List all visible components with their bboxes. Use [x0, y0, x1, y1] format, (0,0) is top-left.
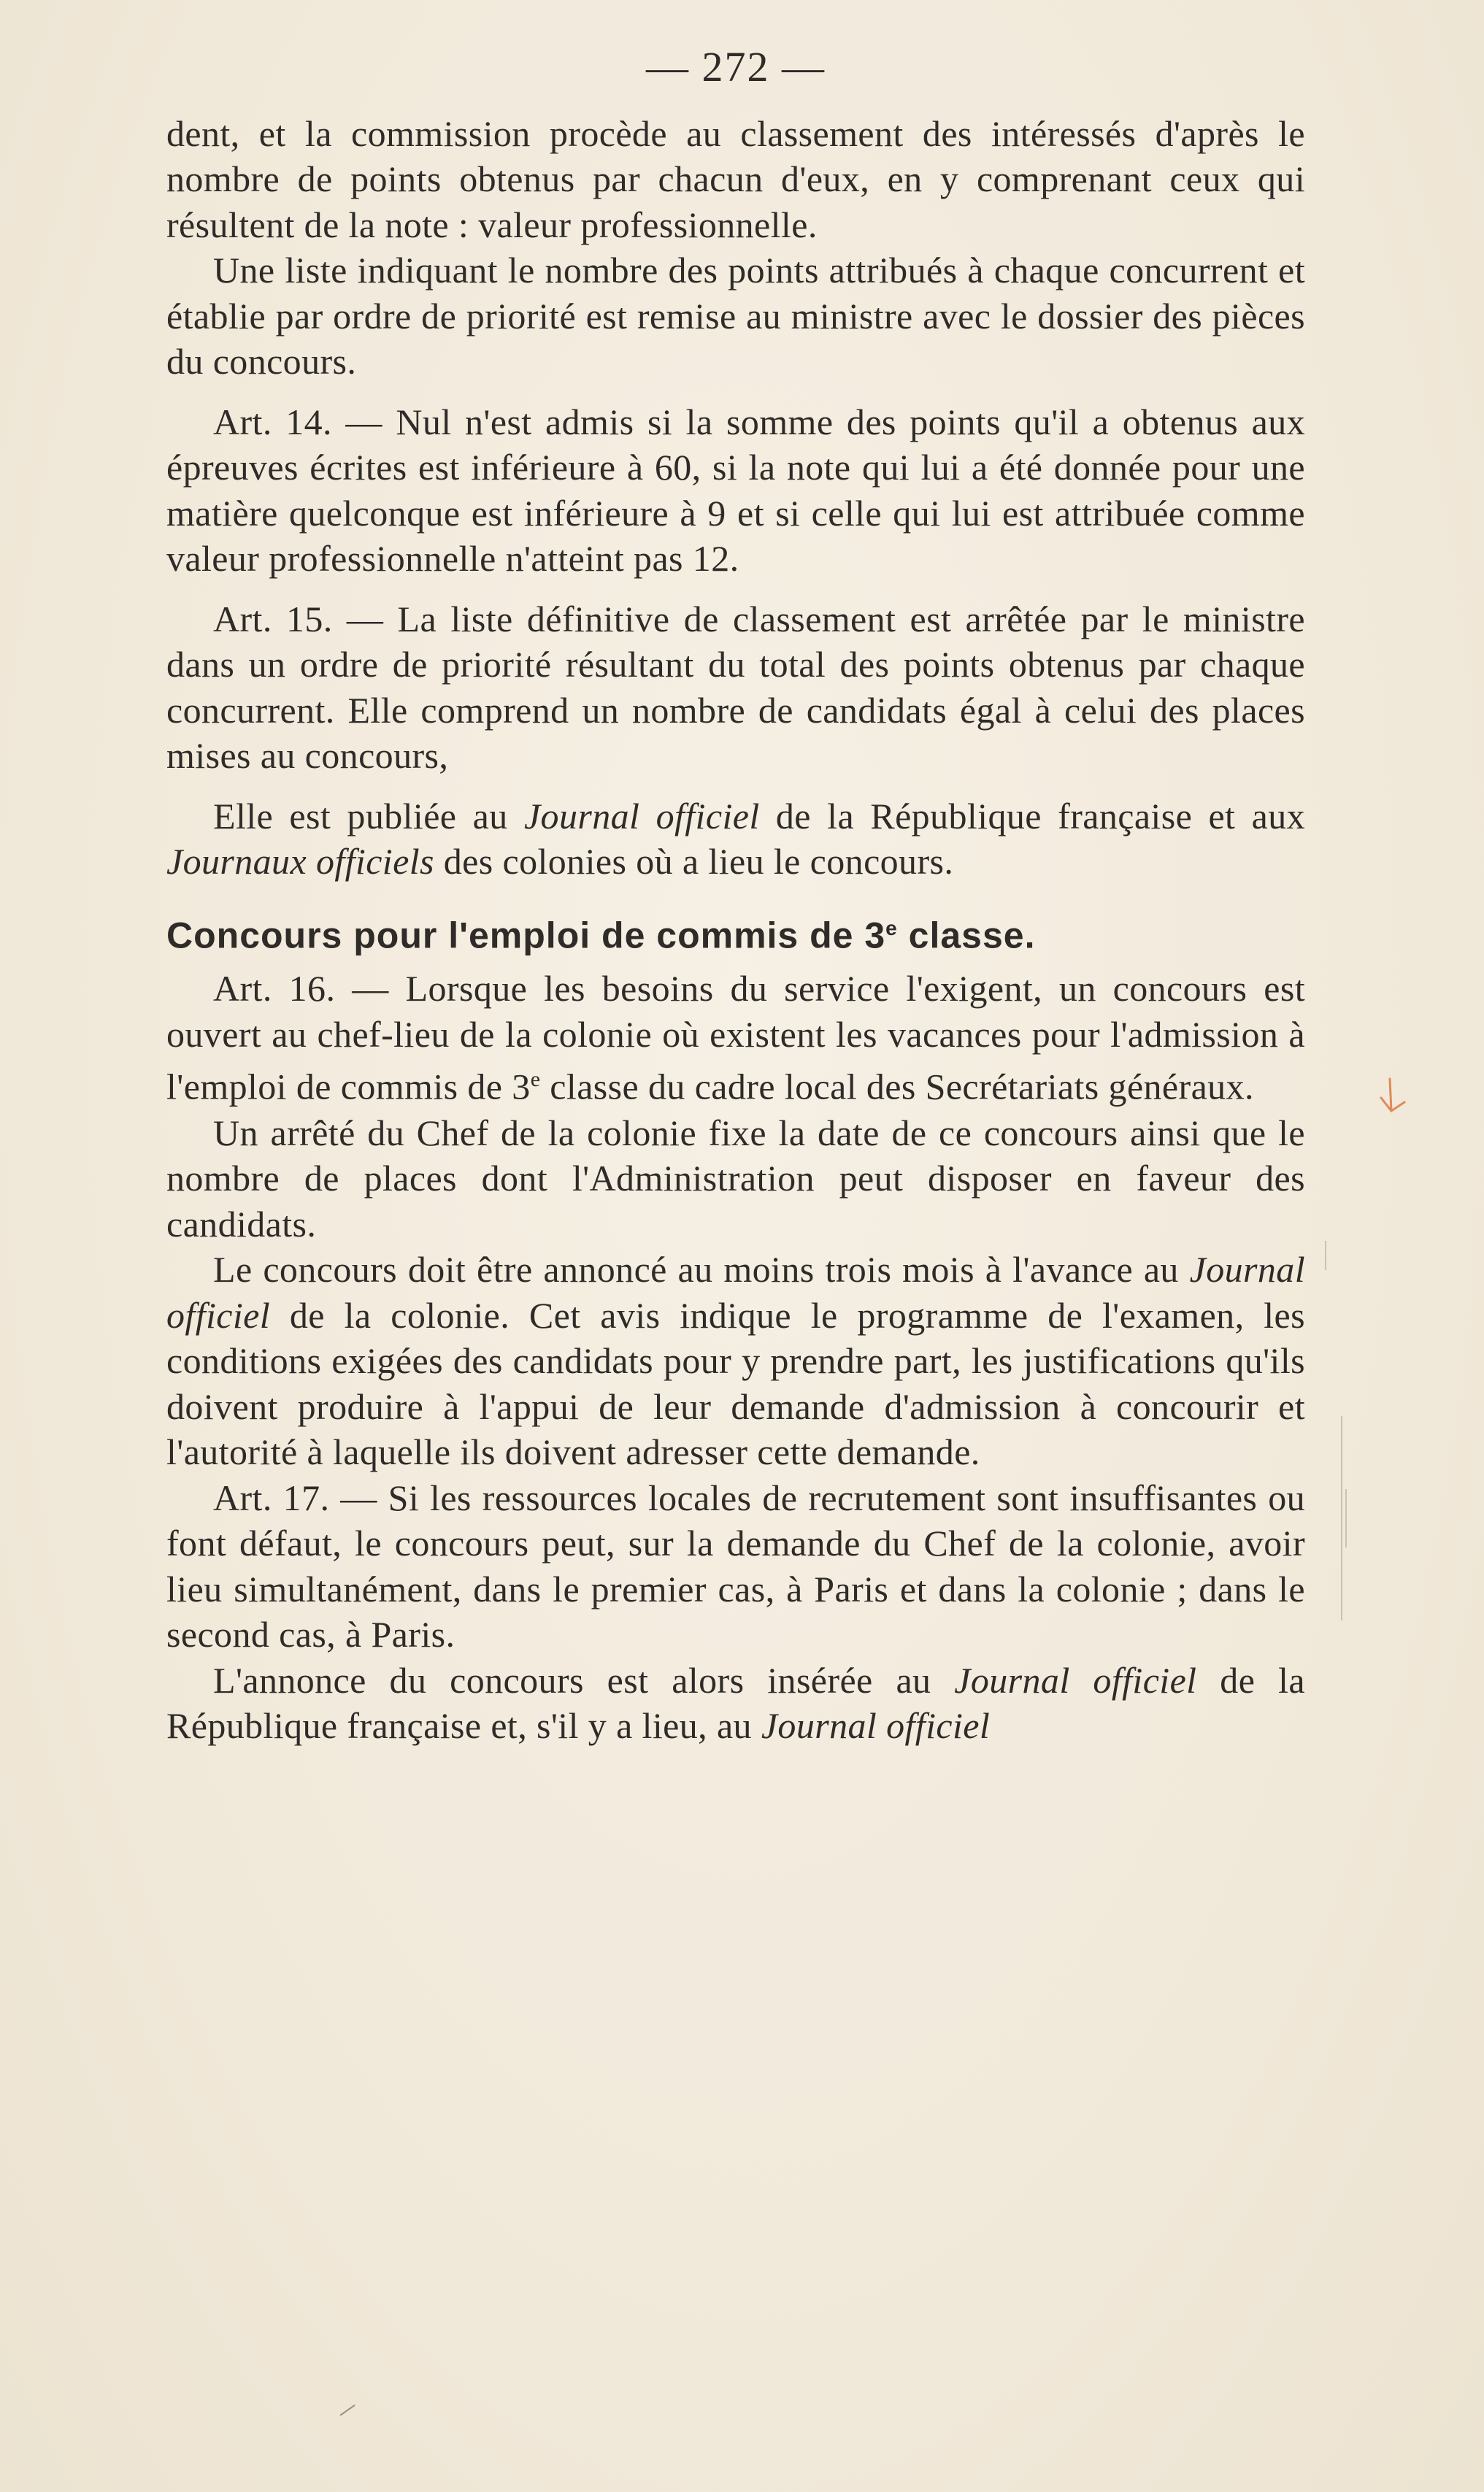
margin-pencil-lines-icon [1320, 1241, 1349, 1679]
document-page [166, 44, 1305, 1749]
article-14: Art. 14. — Nul n'est admis si la somme des points qu'il a obtenus aux épreuves écrites est inférieure à 60, si la note qui lui a été donnée pour une matière quelconque est inférieure à 9 et si celle qui lui est attribuée comme valeur professionnelle n'atteint pas 12. [166, 401, 1305, 580]
text-span: L'annonce du concours est alors insérée au [213, 1659, 955, 1701]
heading-text: Concours pour l'emploi de commis de 3 [166, 915, 886, 956]
margin-check-mark-icon [1378, 1076, 1407, 1120]
paragraph-1: dent, et la commission procède au classement des intéressés d'après le nombre de points obtenus par chacun d'eux, en y comprenant ceux qui résultent de la note : valeur professionnelle. [166, 112, 1305, 245]
text-span: Elle est publiée au [213, 795, 524, 837]
text-span: Le concours doit être annoncé au moins trois mois à l'avance au [213, 1249, 1190, 1291]
article-16 [166, 966, 1305, 1110]
article-15: Art. 15. — La liste définitive de classement est arrêtée par le ministre dans un ordre de priorité résultant du total des points obtenus par chaque concurrent. Elle comprend un nombre de candidats égal à celui des places mises au concours, [166, 598, 1305, 777]
text-span: de la République française et aux [759, 795, 1305, 837]
text-span: de la République française et, s'il y a lieu, au [166, 1659, 1305, 1747]
paragraph-annonce [166, 1247, 1305, 1475]
journal-title: Journal officiel [166, 1249, 1305, 1336]
journal-title: Journal officiel [523, 795, 760, 837]
text-span: classe du cadre local des Secrétariats généraux. [540, 1066, 1254, 1108]
journal-title: Journal officiel [761, 1705, 991, 1747]
paragraph-publication [166, 793, 1305, 885]
journal-title: Journaux officiels [166, 841, 434, 882]
article-17: Art. 17. — Si les ressources locales de recrutement sont insuffisantes ou font défaut, le concours peut, sur la demande du Chef de la colonie, avoir lieu simultanément, dans le premier cas, à Paris et dans la colonie ; dans le second cas, à Paris. [166, 1477, 1305, 1655]
heading-sup: e [885, 916, 898, 939]
text-span: Art. 16. — Lorsque les besoins du service l'exigent, un concours est ouvert au chef-lieu de la colonie où existent les vacances pour l'admission à l'emploi de commis de 3 [166, 968, 1305, 1108]
paragraph-2: Une liste indiquant le nombre des points attribués à chaque concurrent et établie par ordre de priorité est remise au ministre avec le dossier des pièces du concours. [166, 250, 1305, 382]
journal-title: Journal officiel [954, 1659, 1197, 1701]
paragraph-insertion [166, 1658, 1305, 1749]
paragraph-arrete: Un arrêté du Chef de la colonie fixe la date de ce concours ainsi que le nombre de places dont l'Administration peut disposer en faveur des candidats. [166, 1112, 1305, 1245]
ordinal-sup: e [530, 1067, 541, 1092]
section-heading [166, 905, 1305, 959]
text-span: de la colonie. Cet avis indique le programme de l'examen, les conditions exigées des candidats pour y prendre part, les justifications qu'ils doivent produire à l'appui de leur demande d'admission à concourir et l'autorité à laquelle ils doivent adresser cette demande. [166, 1294, 1305, 1473]
text-span: des colonies où a lieu le concours. [434, 841, 954, 882]
paper-speck-icon [336, 2398, 365, 2420]
heading-text: classe. [897, 915, 1036, 956]
page-number: — 272 — [646, 43, 826, 91]
